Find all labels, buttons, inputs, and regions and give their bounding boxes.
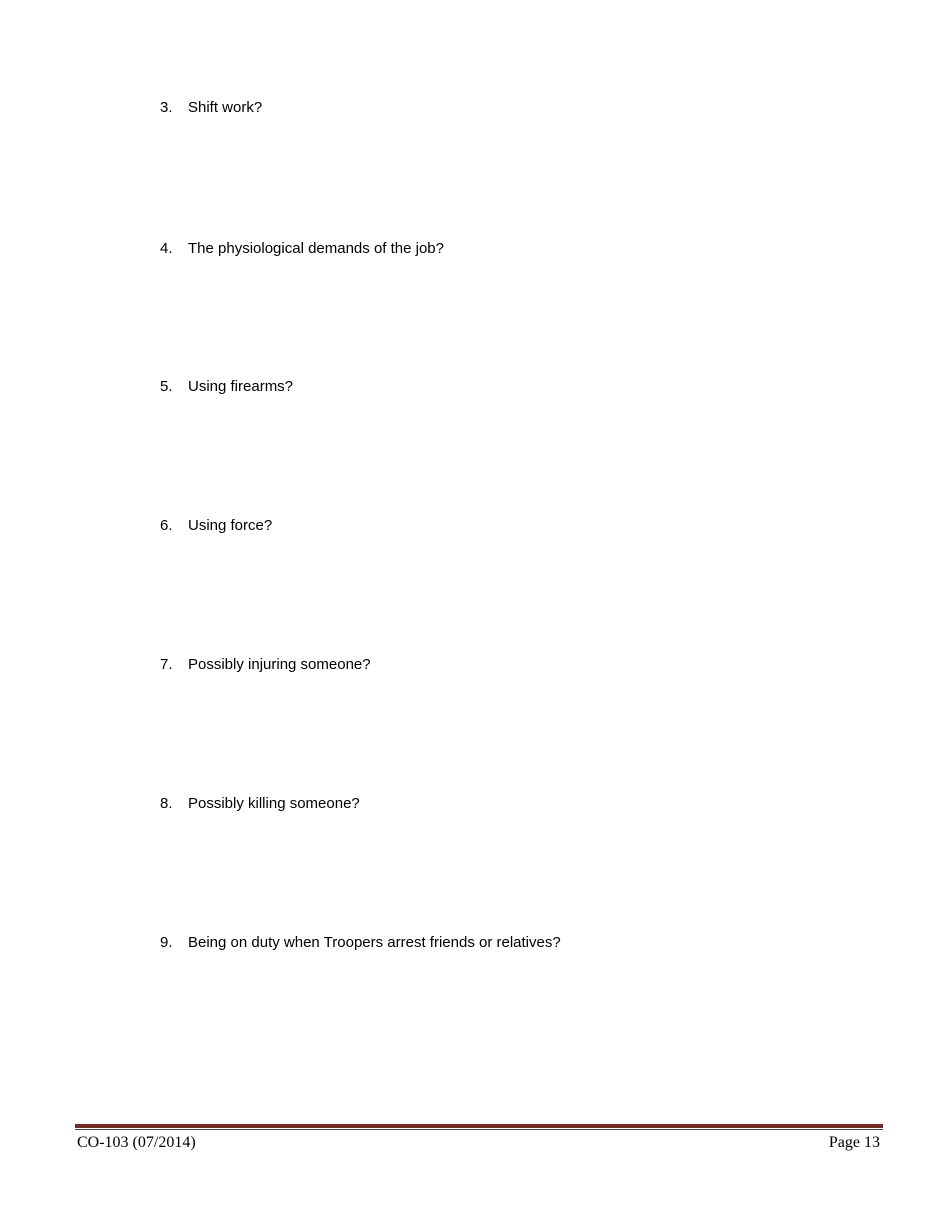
question-item-6 xyxy=(160,515,272,537)
question-item-7 xyxy=(160,654,371,676)
question-text: Possibly killing someone? xyxy=(188,795,360,812)
question-text: Using firearms? xyxy=(188,378,294,395)
footer-form-id: CO-103 (07/2014) xyxy=(77,1134,196,1151)
question-number: 3. xyxy=(160,99,173,116)
question-text: Using force? xyxy=(188,517,273,534)
question-item-8 xyxy=(160,793,360,815)
question-number: 6. xyxy=(160,517,173,534)
question-item-3 xyxy=(160,97,262,119)
footer-page-number: Page 13 xyxy=(828,1134,880,1151)
question-number: 7. xyxy=(160,656,173,673)
question-text: Possibly injuring someone? xyxy=(188,656,371,673)
footer-divider-thin xyxy=(75,1129,883,1130)
question-item-9 xyxy=(160,932,561,954)
question-text: Being on duty when Troopers arrest friends or relatives? xyxy=(188,934,561,951)
question-text: Shift work? xyxy=(188,99,263,116)
question-number: 8. xyxy=(160,795,173,812)
question-number: 5. xyxy=(160,378,173,395)
footer-divider-thick xyxy=(75,1124,883,1128)
question-text: The physiological demands of the job? xyxy=(188,240,444,257)
question-item-4 xyxy=(160,238,444,260)
question-number: 9. xyxy=(160,934,173,951)
question-number: 4. xyxy=(160,240,173,257)
question-item-5 xyxy=(160,376,293,398)
